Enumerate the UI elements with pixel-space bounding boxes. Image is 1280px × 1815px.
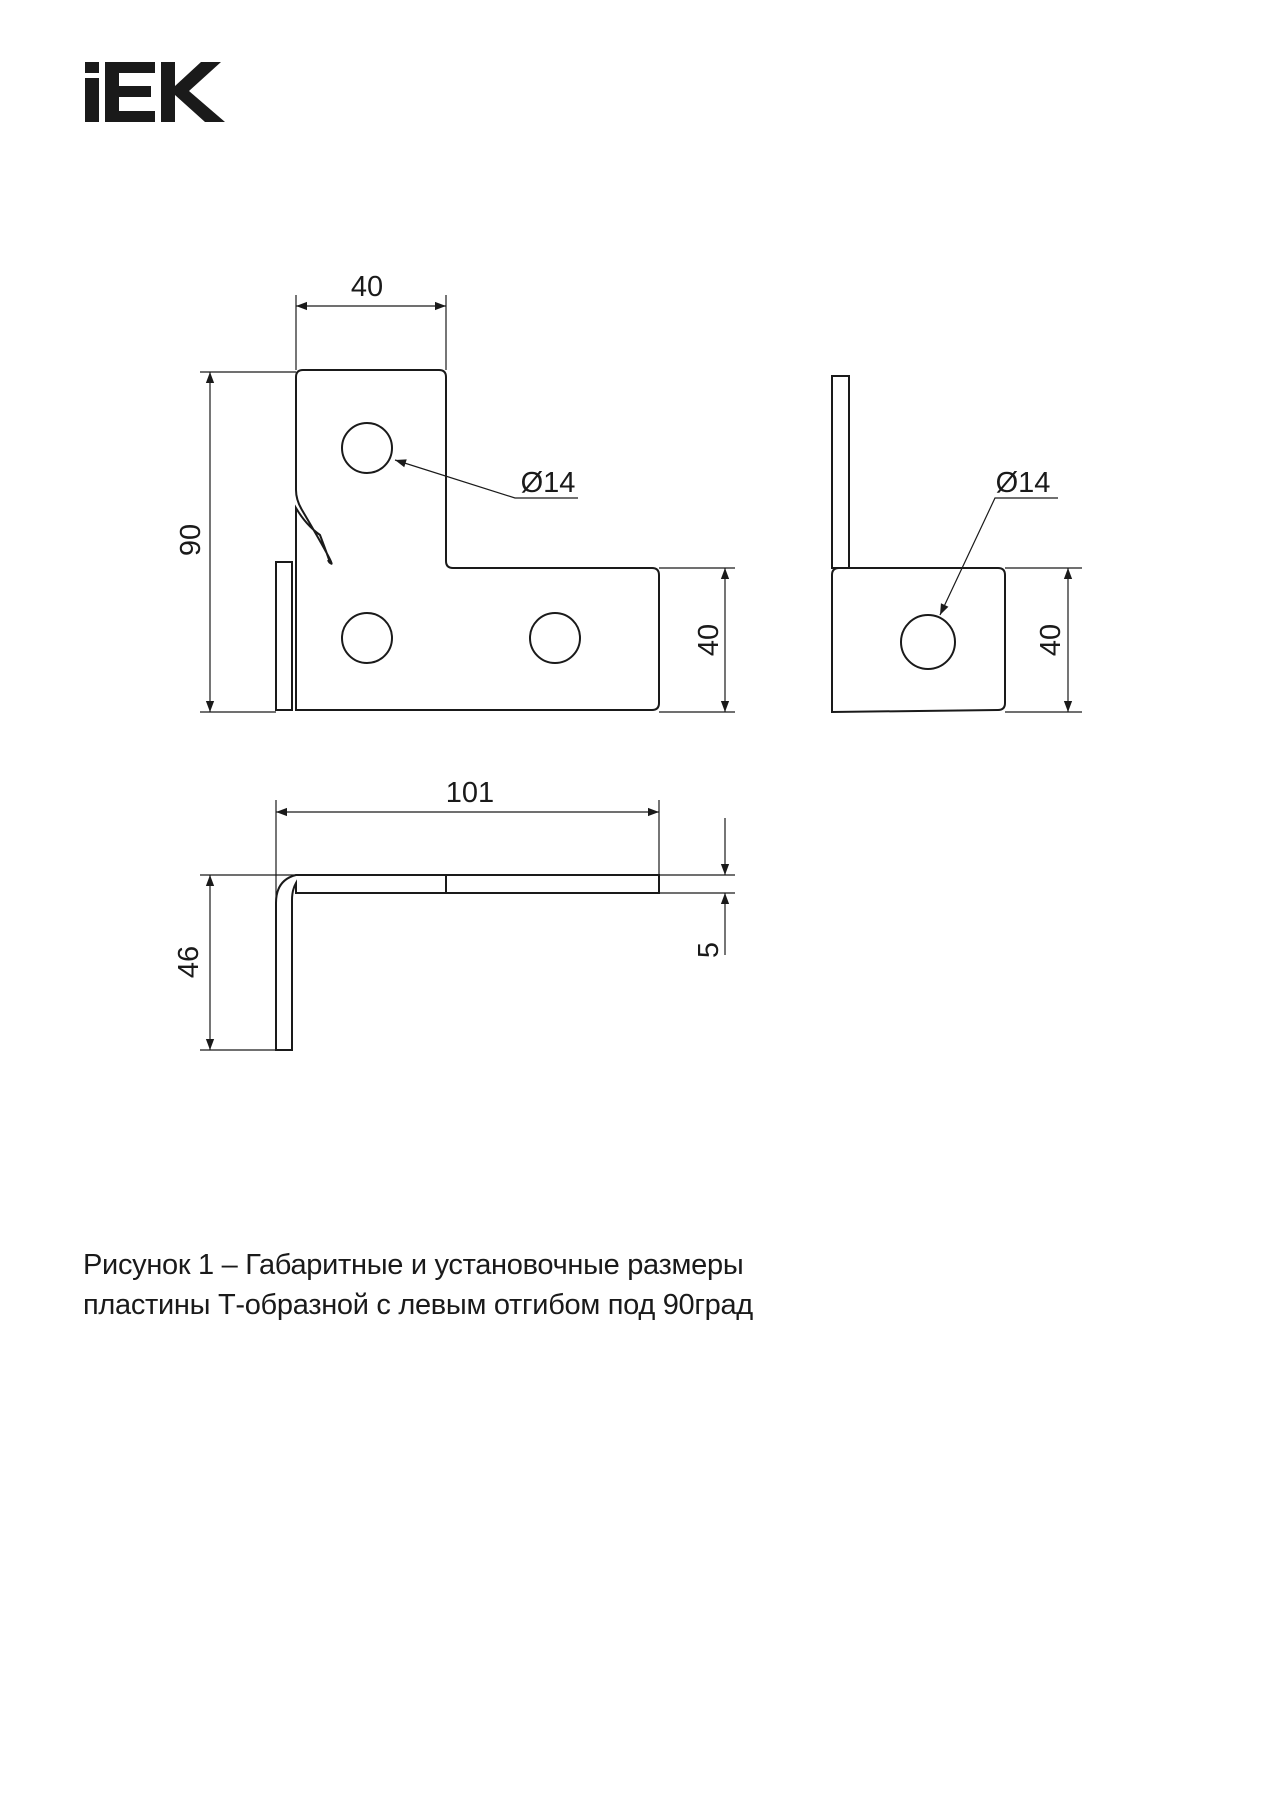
dim-top-width — [296, 295, 446, 370]
dim-top-width-label: 40 — [350, 271, 384, 303]
side-plate-outline — [832, 568, 1005, 712]
side-view — [832, 376, 1005, 712]
side-upright — [832, 376, 849, 568]
dim-bend-height-label: 46 — [173, 945, 205, 979]
dim-thickness-label: 5 — [693, 941, 725, 959]
dim-front-tab-label: 40 — [693, 623, 725, 657]
leader-side-hole — [940, 498, 1058, 615]
caption-line-2: пластины Т-образной с левым отгибом под 90град — [83, 1289, 753, 1321]
side-hole — [901, 615, 955, 669]
caption-line-1: Рисунок 1 – Габаритные и установочные размеры — [83, 1249, 744, 1281]
front-view — [276, 370, 659, 710]
figure-caption — [83, 1245, 983, 1325]
plan-angle-outline — [276, 875, 659, 1050]
dim-total-height-label: 90 — [175, 523, 207, 557]
front-hole-bottom-left — [342, 613, 392, 663]
dim-total-length — [276, 800, 659, 903]
plan-view — [276, 875, 659, 1050]
front-hole-bottom-right — [530, 613, 580, 663]
dim-thickness — [659, 818, 735, 955]
dim-total-height — [200, 372, 296, 712]
front-left-flange — [276, 562, 292, 710]
front-plate-outline — [296, 370, 659, 710]
dim-bend-height — [200, 875, 296, 1050]
front-hole-top — [342, 423, 392, 473]
dim-side-tab-label: 40 — [1035, 623, 1067, 657]
dim-total-length-label: 101 — [445, 777, 495, 809]
front-hole-label: Ø14 — [520, 467, 576, 499]
side-hole-label: Ø14 — [995, 467, 1051, 499]
